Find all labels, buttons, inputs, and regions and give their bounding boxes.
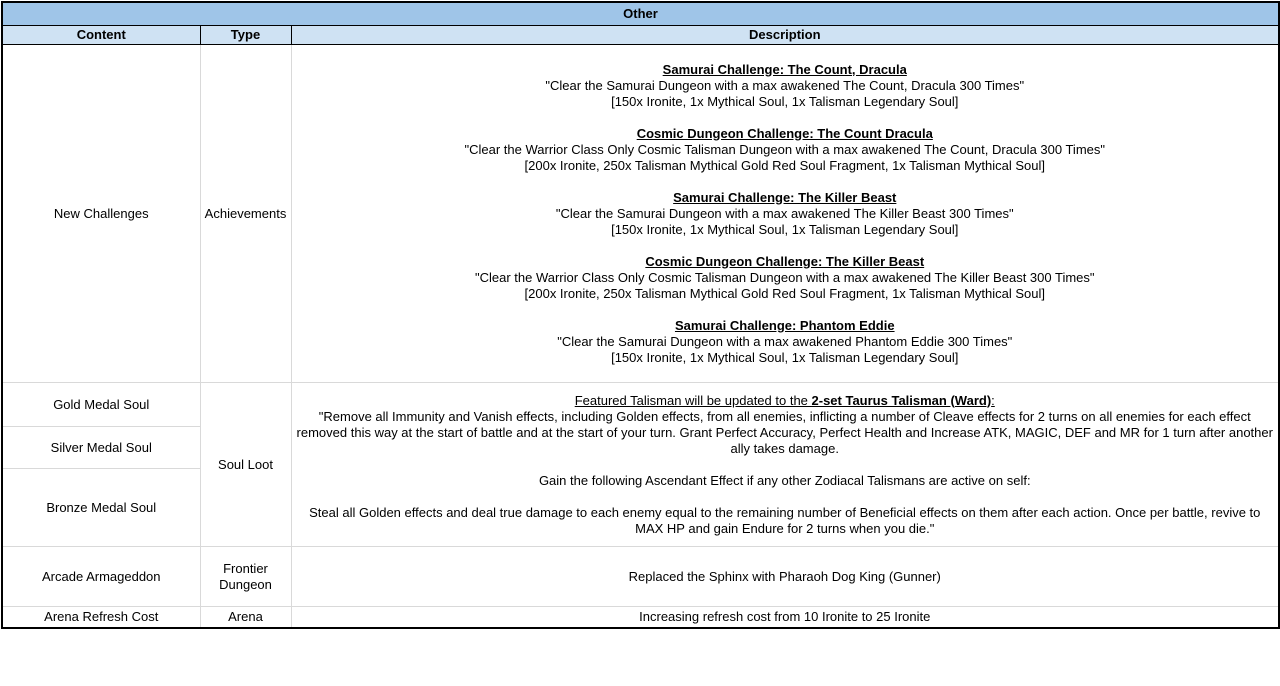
content-cell-arcade-armageddon: Arcade Armageddon [2, 547, 200, 607]
challenge-reward: [200x Ironite, 250x Talisman Mythical Gold Red Soul Fragment, 1x Talisman Mythical Soul] [524, 157, 1045, 173]
challenge-block [295, 62, 1276, 110]
other-updates-table [1, 1, 1280, 629]
challenge-block [295, 318, 1276, 366]
ascendant-effect-detail-paragraph: Steal all Golden effects and deal true damage to each enemy equal to the remaining number of Beneficial effects on them after each action. Once per battle, revive to MAX HP and gain Endure for 2 turns when you die." [309, 504, 1261, 536]
row-arena-refresh-cost [2, 607, 1279, 628]
column-header-content: Content [2, 26, 200, 45]
challenge-quote: "Clear the Warrior Class Only Cosmic Talisman Dungeon with a max awakened The Killer Beast 300 Times" [474, 269, 1095, 285]
type-cell-soul-loot: Soul Loot [200, 383, 291, 547]
challenge-quote: "Clear the Samurai Dungeon with a max awakened The Killer Beast 300 Times" [555, 205, 1014, 221]
column-header-type: Type [200, 26, 291, 45]
featured-talisman-suffix: : [991, 392, 995, 408]
type-cell-arena: Arena [200, 607, 291, 628]
challenge-reward: [150x Ironite, 1x Mythical Soul, 1x Talisman Legendary Soul] [611, 221, 959, 237]
content-cell-arena-refresh-cost: Arena Refresh Cost [2, 607, 200, 628]
description-cell-arena: Increasing refresh cost from 10 Ironite to 25 Ironite [291, 607, 1279, 628]
challenge-block [295, 254, 1276, 302]
column-header-row [2, 26, 1279, 45]
row-arcade-armageddon [2, 547, 1279, 607]
challenge-quote: "Clear the Samurai Dungeon with a max awakened The Count, Dracula 300 Times" [545, 77, 1025, 93]
row-gold-medal-soul [2, 383, 1279, 427]
content-cell-silver-medal-soul: Silver Medal Soul [2, 427, 200, 469]
type-cell-achievements: Achievements [200, 45, 291, 383]
column-header-description: Description [291, 26, 1279, 45]
table-title-row [2, 2, 1279, 26]
content-cell-gold-medal-soul: Gold Medal Soul [2, 383, 200, 427]
row-new-challenges [2, 45, 1279, 383]
featured-talisman-prefix: Featured Talisman will be updated to the [574, 392, 812, 408]
challenge-block [295, 126, 1276, 174]
challenge-title: Samurai Challenge: Phantom Eddie [674, 317, 895, 333]
challenge-reward: [150x Ironite, 1x Mythical Soul, 1x Talisman Legendary Soul] [611, 93, 959, 109]
challenge-title: Samurai Challenge: The Count, Dracula [662, 61, 907, 77]
type-cell-frontier-dungeon: Frontier Dungeon [200, 547, 291, 607]
featured-talisman-line [295, 393, 1276, 409]
challenge-title: Cosmic Dungeon Challenge: The Killer Beast [645, 253, 925, 269]
content-cell-new-challenges: New Challenges [2, 45, 200, 383]
challenge-reward: [200x Ironite, 250x Talisman Mythical Gold Red Soul Fragment, 1x Talisman Mythical Soul] [524, 285, 1045, 301]
description-cell-soul-loot [291, 383, 1279, 547]
challenge-block [295, 190, 1276, 238]
featured-talisman-name: 2-set Taurus Talisman (Ward) [811, 392, 992, 408]
table-title: Other [2, 2, 1279, 26]
challenge-title: Samurai Challenge: The Killer Beast [673, 189, 897, 205]
challenge-title: Cosmic Dungeon Challenge: The Count Dracula [636, 125, 933, 141]
description-cell-arcade: Replaced the Sphinx with Pharaoh Dog King (Gunner) [291, 547, 1279, 607]
description-cell-new-challenges [291, 45, 1279, 383]
talisman-effect-paragraph: "Remove all Immunity and Vanish effects, including Golden effects, from all enemies, inflicting a number of Cleave effects for 2 turns on all enemies for each effect removed this way at the start of battle and at the start of your turn. Grant Perfect Accuracy, Perfect Health and Increase ATK, MAGIC, DEF and MR for 1 turn after another ally takes damage. [296, 408, 1273, 456]
challenge-quote: "Clear the Samurai Dungeon with a max awakened Phantom Eddie 300 Times" [557, 333, 1013, 349]
content-cell-bronze-medal-soul: Bronze Medal Soul [2, 469, 200, 547]
ascendant-effect-paragraph: Gain the following Ascendant Effect if any other Zodiacal Talismans are active on self: [538, 472, 1031, 488]
challenge-reward: [150x Ironite, 1x Mythical Soul, 1x Talisman Legendary Soul] [611, 349, 959, 365]
challenge-quote: "Clear the Warrior Class Only Cosmic Talisman Dungeon with a max awakened The Count, Dracula 300 Times" [464, 141, 1105, 157]
